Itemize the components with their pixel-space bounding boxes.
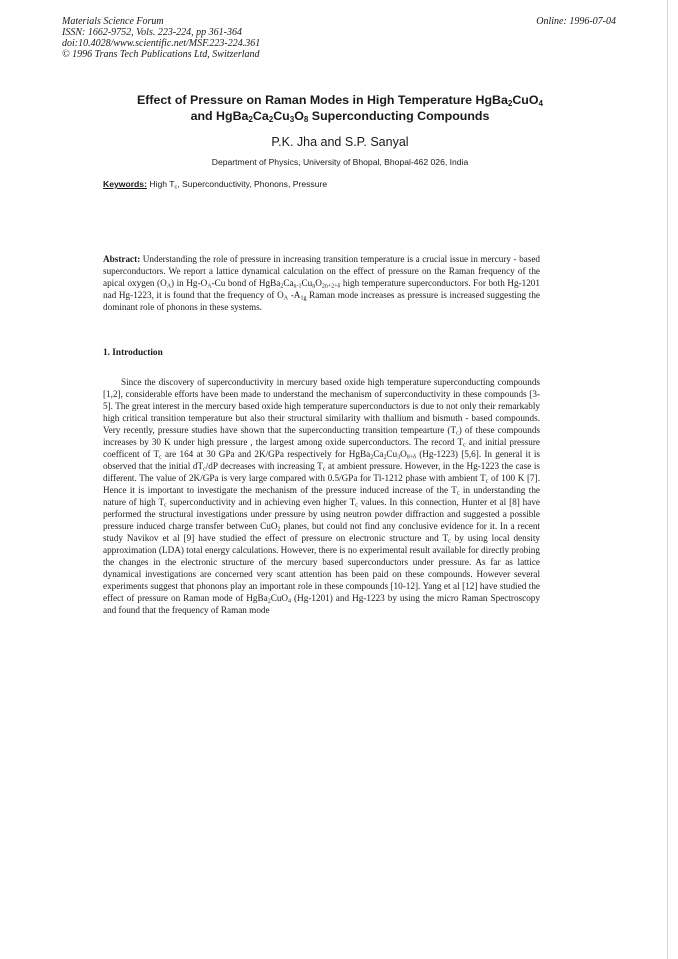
publication-info	[62, 16, 260, 60]
introduction-paragraph: Since the discovery of superconductivity in mercury based oxide high temperature superconducting compounds [1,2], considerable efforts have been made to understand the mechanism of superconductivity in these compounds [3-5]. The great interest in the mercury based oxide high temperature superconductors is due to not only their remarkably high critical transition temperature but also their structural similarity with thallium and bismuth - based compounds. Very recently, pressure studies have shown that the superconducting transition tempearture $(T_c)$ of these compounds increases by 30 K under high pressure , the largest among oxide superconductors. The record $T_c$ and initial pressure coefficent of $T_c$ are 164 at 30 GPa and 2K/GPa respectively for $HgBa_2Ca_2Cu_3O_{8+\delta}$ (Hg-1223) [5,6]. In general it is observed that the initial $dT_c/dP$ decreases with increasing $T_c$ at ambient pressure. However, in the Hg-1223 the case is different. The value of 2K/GPa is very large compared with 0.5/GPa for Tl-1212 phase with ambient $T_c$ of 100 K [7]. Hence it is important to investigate the mechanism of the pressure induced increase of the $T_c$ in understanding the nature of high $T_c$ superconductivity and in achieving even higher $T_c$ values. In this connection, Hunter et al [8] have performed the structural investigations under pressure by using neutron powder diffraction and suggested a possible pressure induced charge transfer between CuO$_2$ planes, but could not find any conclusive evidence for it. In a recent study Navikov et al [9] have studied the effect of pressure on electronic structure and $T_c$ by using local density approximation (LDA) total energy calculations. However, there is no experimental result available for directly probing the changes in the electronic structure of the mercury based superconductors under pressure. As far as lattice dynamical investigations are concerned very scant attention has been paid on these compounds. However several experiments suggest that phonons play an important role in these compounds [10-12]. Yang et al [12] have studied the effect of pressure on Raman mode of HgBa$_2$CuO$_4$ (Hg-1201) and Hg-1223 by using the micro Raman Spectroscopy and found that the frequency of Raman mode	[103, 377, 541, 615]
online-date: Online: 1996-07-04	[536, 16, 616, 27]
keywords: Keywords: High $T_c$, Superconductivity, Phonons, Pressure	[103, 179, 328, 191]
title-line-2: and $HgBa_2Ca_2Cu_3O_8$ Superconducting Compounds	[190, 109, 490, 124]
authors: P.K. Jha and S.P. Sanyal	[271, 135, 409, 149]
issn-line: ISSN: 1662-9752, Vols. 223-224, pp 361-364	[62, 27, 242, 38]
abstract-label: Abstract:	[103, 254, 141, 264]
affiliation: Department of Physics, University of Bhopal, Bhopal-462 026, India	[211, 157, 469, 167]
doi-line: doi:10.4028/www.scientific.net/MSF.223-224.361	[62, 38, 261, 49]
title-line-1: Effect of Pressure on Raman Modes in High Temperature HgBa$_2$CuO$_4$	[137, 93, 543, 108]
keywords-label: Keywords:	[103, 179, 147, 189]
journal-name: Materials Science Forum	[62, 16, 164, 27]
abstract: Abstract: Understanding the role of pressure in increasing transition temperature is a crucial issue in mercury - based superconductors. We report a lattice dynamical calculation on the effect of pressure on the Raman frequency of the apical oxygen $(O_A)$ in $Hg-O_A-Cu$ bond of $HgBa_2Ca_{n-1}Cu_nO_{2n+2+\delta}$ high temperature superconductors. For both Hg-1201 nad Hg-1223, it is found that the frequency of $O_A$ $-A_{1g}$ Raman mode increases as pressure is increased suggesting the dominant role of phonons in these systems.	[103, 254, 540, 312]
copyright-line: © 1996 Trans Tech Publications Ltd, Switzerland	[62, 49, 260, 60]
section-heading-introduction: 1. Introduction	[103, 348, 163, 358]
paper-title	[80, 92, 600, 124]
page-edge-line	[667, 0, 668, 959]
